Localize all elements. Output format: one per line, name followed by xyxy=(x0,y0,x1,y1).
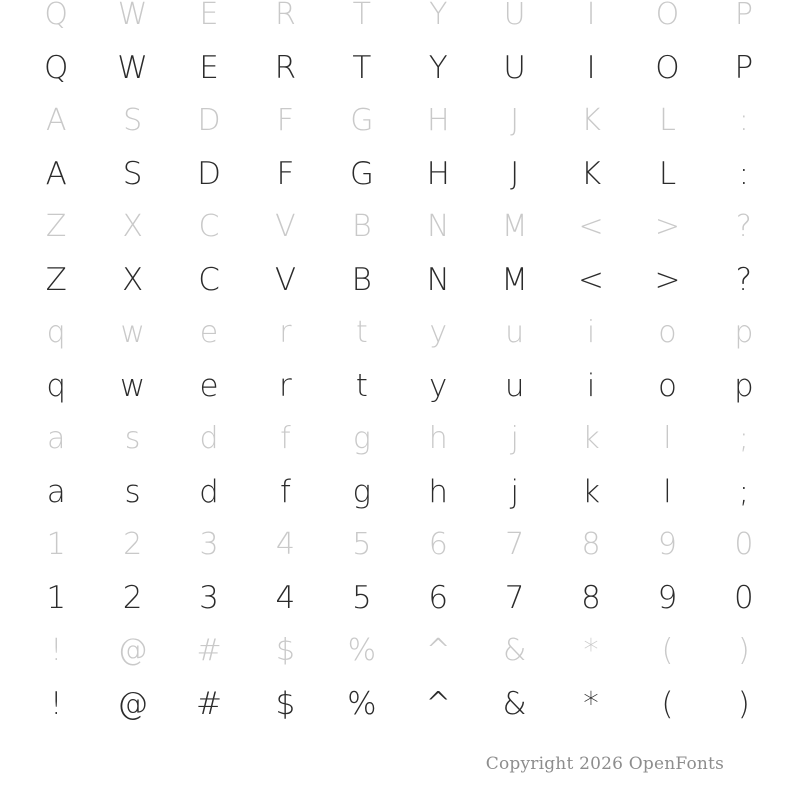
glyph-cell: < xyxy=(578,262,605,298)
glyph-cell: l xyxy=(663,474,672,510)
glyph-cell: d xyxy=(199,421,219,456)
glyph-cell: d xyxy=(199,474,219,510)
glyph-cell: V xyxy=(275,209,296,244)
glyph-cell: t xyxy=(355,368,368,404)
glyph-cell: 7 xyxy=(504,580,525,616)
glyph-cell: t xyxy=(355,315,368,350)
glyph-cell: I xyxy=(586,50,596,86)
glyph-cell: P xyxy=(734,0,753,32)
glyph-cell: @ xyxy=(117,686,149,722)
glyph-cell: H xyxy=(426,103,450,138)
glyph-cell: > xyxy=(654,209,681,244)
glyph-cell: * xyxy=(583,633,599,668)
glyph-cell: 3 xyxy=(199,580,219,616)
glyph-row xyxy=(18,527,782,583)
glyph-row xyxy=(18,209,782,265)
glyph-cell: W xyxy=(117,0,148,32)
glyph-row xyxy=(18,474,782,530)
glyph-cell: g xyxy=(352,421,371,456)
glyph-cell: k xyxy=(582,421,600,456)
glyph-cell: R xyxy=(274,50,297,86)
glyph-row xyxy=(18,103,782,159)
glyph-row xyxy=(18,580,782,636)
glyph-cell: * xyxy=(583,686,599,722)
glyph-cell: o xyxy=(657,368,677,404)
glyph-cell: y xyxy=(429,315,448,350)
glyph-cell: ( xyxy=(661,686,674,722)
glyph-cell: # xyxy=(196,686,222,722)
glyph-cell: y xyxy=(429,368,448,404)
glyph-cell: T xyxy=(352,0,371,32)
glyph-cell: 9 xyxy=(657,580,678,616)
glyph-cell: ! xyxy=(49,686,63,722)
glyph-cell: N xyxy=(426,262,450,298)
glyph-cell: X xyxy=(122,209,143,244)
glyph-cell: $ xyxy=(275,633,295,668)
glyph-cell: I xyxy=(586,0,596,32)
glyph-cell: 4 xyxy=(275,527,295,562)
glyph-cell: L xyxy=(658,156,677,192)
glyph-cell: ^ xyxy=(425,686,452,722)
glyph-cell: Y xyxy=(428,50,448,86)
glyph-row xyxy=(18,686,782,742)
glyph-cell: X xyxy=(121,262,144,298)
glyph-cell: < xyxy=(578,209,604,244)
glyph-cell: p xyxy=(734,368,754,404)
glyph-cell: A xyxy=(45,156,67,192)
glyph-cell: q xyxy=(46,368,67,404)
glyph-cell: h xyxy=(428,474,449,510)
glyph-cell: 4 xyxy=(275,580,296,616)
glyph-cell: Q xyxy=(44,0,69,32)
glyph-cell: B xyxy=(351,262,372,298)
glyph-cell: > xyxy=(654,262,681,298)
glyph-cell: u xyxy=(504,368,525,404)
glyph-cell: 5 xyxy=(352,527,372,562)
glyph-cell: S xyxy=(123,103,143,138)
glyph-cell: O xyxy=(655,0,680,32)
glyph-cell: s xyxy=(124,421,141,456)
glyph-cell: h xyxy=(428,421,448,456)
glyph-cell: 6 xyxy=(428,527,448,562)
glyph-cell: J xyxy=(510,103,520,138)
glyph-cell: # xyxy=(196,633,222,668)
glyph-cell: 6 xyxy=(428,580,449,616)
glyph-cell: A xyxy=(45,103,67,138)
glyph-cell: : xyxy=(738,103,749,138)
glyph-cell: e xyxy=(199,368,219,404)
glyph-cell: w xyxy=(119,368,146,404)
glyph-cell: j xyxy=(510,421,519,456)
glyph-cell: 8 xyxy=(581,580,601,616)
glyph-cell: 1 xyxy=(46,527,66,562)
glyph-row xyxy=(18,262,782,318)
glyph-row xyxy=(18,0,782,53)
glyph-cell: V xyxy=(274,262,297,298)
glyph-cell: R xyxy=(274,0,296,32)
glyph-row xyxy=(18,368,782,424)
glyph-cell: ) xyxy=(737,686,750,722)
glyph-cell: ^ xyxy=(425,633,451,668)
glyph-cell: ? xyxy=(735,262,753,298)
glyph-cell: @ xyxy=(117,633,148,668)
glyph-cell: P xyxy=(734,50,754,86)
glyph-cell: 5 xyxy=(351,580,372,616)
glyph-cell: w xyxy=(120,315,145,350)
glyph-row xyxy=(18,315,782,371)
glyph-cell: L xyxy=(659,103,676,138)
glyph-cell: f xyxy=(279,474,291,510)
glyph-cell: ! xyxy=(50,633,63,668)
glyph-row xyxy=(18,156,782,212)
glyph-cell: O xyxy=(655,50,680,86)
glyph-cell: G xyxy=(350,103,374,138)
glyph-cell: p xyxy=(734,315,754,350)
glyph-cell: a xyxy=(47,421,66,456)
glyph-cell: i xyxy=(586,315,596,350)
glyph-cell: 7 xyxy=(505,527,525,562)
glyph-cell: K xyxy=(581,103,601,138)
glyph-cell: T xyxy=(352,50,372,86)
glyph-cell: ) xyxy=(738,633,750,668)
glyph-cell: 9 xyxy=(657,527,677,562)
glyph-row xyxy=(18,50,782,106)
glyph-cell: q xyxy=(46,315,66,350)
glyph-cell: U xyxy=(503,50,526,86)
glyph-cell: l xyxy=(663,421,672,456)
glyph-row xyxy=(18,633,782,689)
glyph-cell: 0 xyxy=(733,580,754,616)
glyph-cell: e xyxy=(199,315,219,350)
glyph-cell: f xyxy=(280,421,291,456)
glyph-cell: r xyxy=(279,368,292,404)
glyph-cell: 3 xyxy=(199,527,219,562)
glyph-cell: 8 xyxy=(581,527,601,562)
glyph-cell: H xyxy=(426,156,450,192)
glyph-cell: o xyxy=(658,315,677,350)
glyph-cell: ; xyxy=(738,421,749,456)
glyph-cell: G xyxy=(349,156,374,192)
glyph-cell: 2 xyxy=(123,527,143,562)
glyph-cell: g xyxy=(352,474,372,510)
glyph-cell: & xyxy=(502,633,527,668)
glyph-cell: 0 xyxy=(734,527,754,562)
glyph-cell: M xyxy=(501,209,528,244)
glyph-cell: Q xyxy=(44,50,69,86)
glyph-cell: % xyxy=(347,633,377,668)
glyph-cell: i xyxy=(586,368,596,404)
glyph-cell: S xyxy=(122,156,143,192)
glyph-cell: s xyxy=(124,474,141,510)
glyph-cell: E xyxy=(199,50,219,86)
glyph-cell: ; xyxy=(738,474,750,510)
glyph-cell: Z xyxy=(45,262,67,298)
glyph-cell: k xyxy=(582,474,601,510)
glyph-cell: J xyxy=(510,156,520,192)
glyph-cell: D xyxy=(197,103,221,138)
glyph-cell: W xyxy=(117,50,148,86)
glyph-cell: Z xyxy=(45,209,67,244)
glyph-cell: C xyxy=(198,262,220,298)
glyph-cell: j xyxy=(510,474,519,510)
glyph-cell: M xyxy=(501,262,529,298)
glyph-row xyxy=(18,421,782,477)
glyph-cell: E xyxy=(199,0,219,32)
glyph-cell: : xyxy=(738,156,750,192)
copyright-notice: Copyright 2026 OpenFonts xyxy=(485,754,724,774)
glyph-cell: F xyxy=(276,156,295,192)
glyph-cell: K xyxy=(580,156,602,192)
glyph-cell: ? xyxy=(735,209,752,244)
glyph-cell: Y xyxy=(429,0,448,32)
glyph-cell: & xyxy=(502,686,527,722)
glyph-cell: a xyxy=(46,474,66,510)
glyph-cell: u xyxy=(505,315,525,350)
glyph-cell: % xyxy=(347,686,377,722)
glyph-cell: C xyxy=(198,209,220,244)
glyph-cell: B xyxy=(352,209,372,244)
glyph-cell: U xyxy=(503,0,526,32)
glyph-cell: ( xyxy=(661,633,674,668)
glyph-cell: r xyxy=(279,315,292,350)
glyph-cell: $ xyxy=(275,686,296,722)
glyph-cell: N xyxy=(427,209,450,244)
glyph-cell: F xyxy=(276,103,295,138)
glyph-cell: 1 xyxy=(46,580,67,616)
glyph-cell: 2 xyxy=(122,580,143,616)
glyph-cell: D xyxy=(197,156,221,192)
